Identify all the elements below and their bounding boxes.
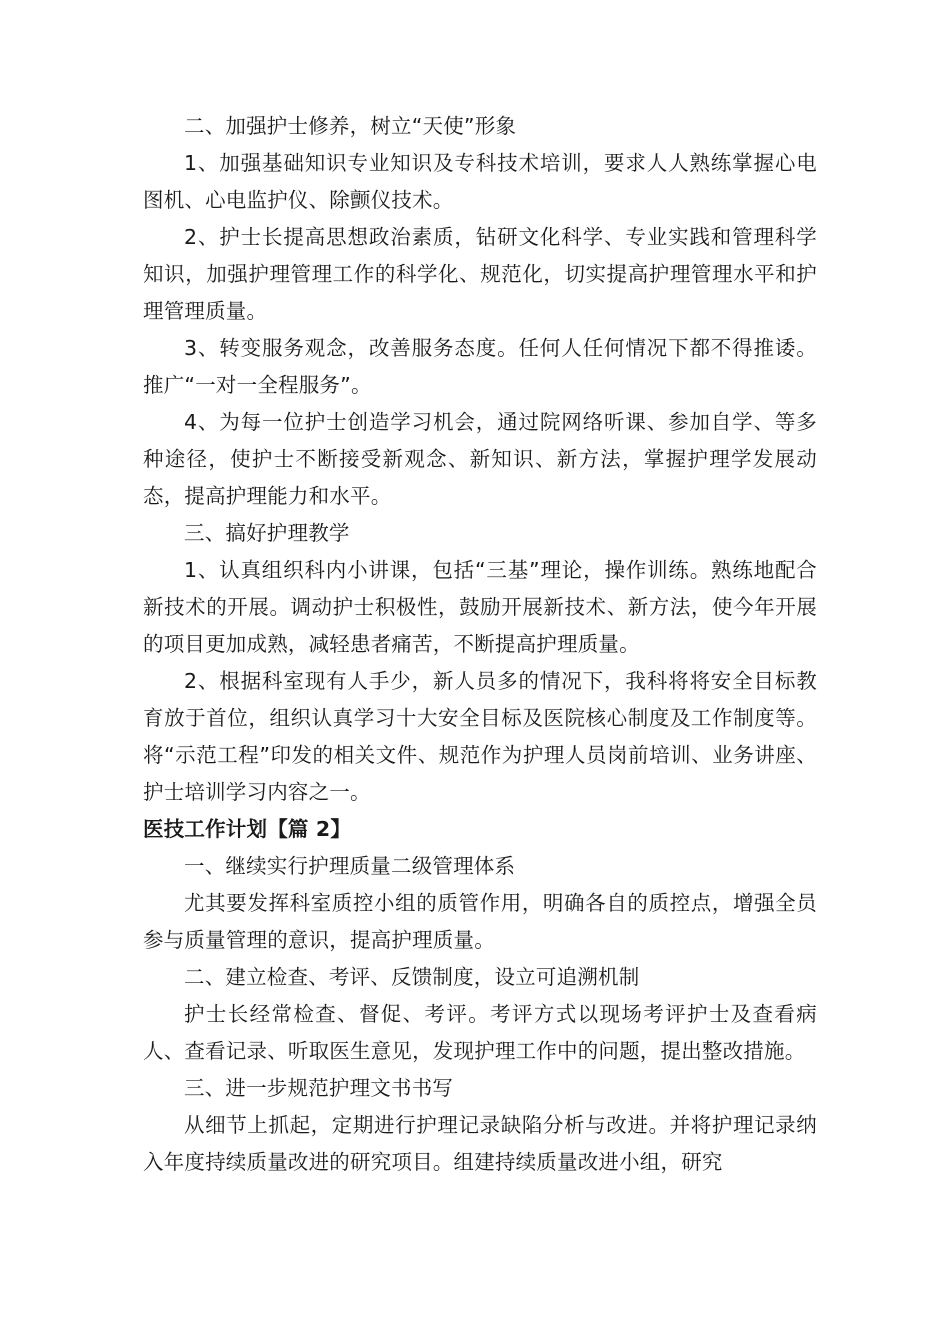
document-body [143,108,817,1181]
paragraph: 1、加强基础知识专业知识及专科技术培训，要求人人熟练掌握心电图机、心电监护仪、除颤仪技术。 [143,151,817,212]
article-title: 医技工作计划【篇 2】 [143,817,352,841]
paragraph: 4、为每一位护士创造学习机会，通过院网络听课、参加自学、等多种途径，使护士不断接受新观念、新知识、新方法，掌握护理学发展动态，提高护理能力和水平。 [143,410,817,508]
section-heading: 三、进一步规范护理文书书写 [184,1076,454,1100]
section-heading: 一、继续实行护理质量二级管理体系 [184,854,516,878]
paragraph: 1、认真组织科内小讲课，包括“三基”理论，操作训练。熟练地配合新技术的开展。调动护士积极性，鼓励开展新技术、新方法，使今年开展的项目更加成熟，减轻患者痛苦，不断提高护理质量。 [143,558,817,656]
paragraph: 尤其要发挥科室质控小组的质管作用，明确各自的质控点，增强全员参与质量管理的意识，提高护理质量。 [143,891,817,952]
paragraph: 3、转变服务观念，改善服务态度。任何人任何情况下都不得推诿。推广“一对一全程服务”。 [143,336,817,397]
paragraph: 护士长经常检查、督促、考评。考评方式以现场考评护士及查看病人、查看记录、听取医生意见，发现护理工作中的问题，提出整改措施。 [143,1002,817,1063]
paragraph: 从细节上抓起，定期进行护理记录缺陷分析与改进。并将护理记录纳入年度持续质量改进的研究项目。组建持续质量改进小组，研究 [143,1113,817,1174]
paragraph: 2、护士长提高思想政治素质，钻研文化科学、专业实践和管理科学知识，加强护理管理工作的科学化、规范化，切实提高护理管理水平和护理管理质量。 [143,225,817,323]
section-heading: 二、建立检查、考评、反馈制度，设立可追溯机制 [184,965,640,989]
paragraph: 2、根据科室现有人手少，新人员多的情况下，我科将将安全目标教育放于首位，组织认真学习十大安全目标及医院核心制度及工作制度等。将“示范工程”印发的相关文件、规范作为护理人员岗前培训、业务讲座、护士培训学习内容之一。 [143,669,817,804]
section-heading: 三、搞好护理教学 [184,521,350,545]
section-heading: 二、加强护士修养，树立“天使”形象 [184,114,517,138]
